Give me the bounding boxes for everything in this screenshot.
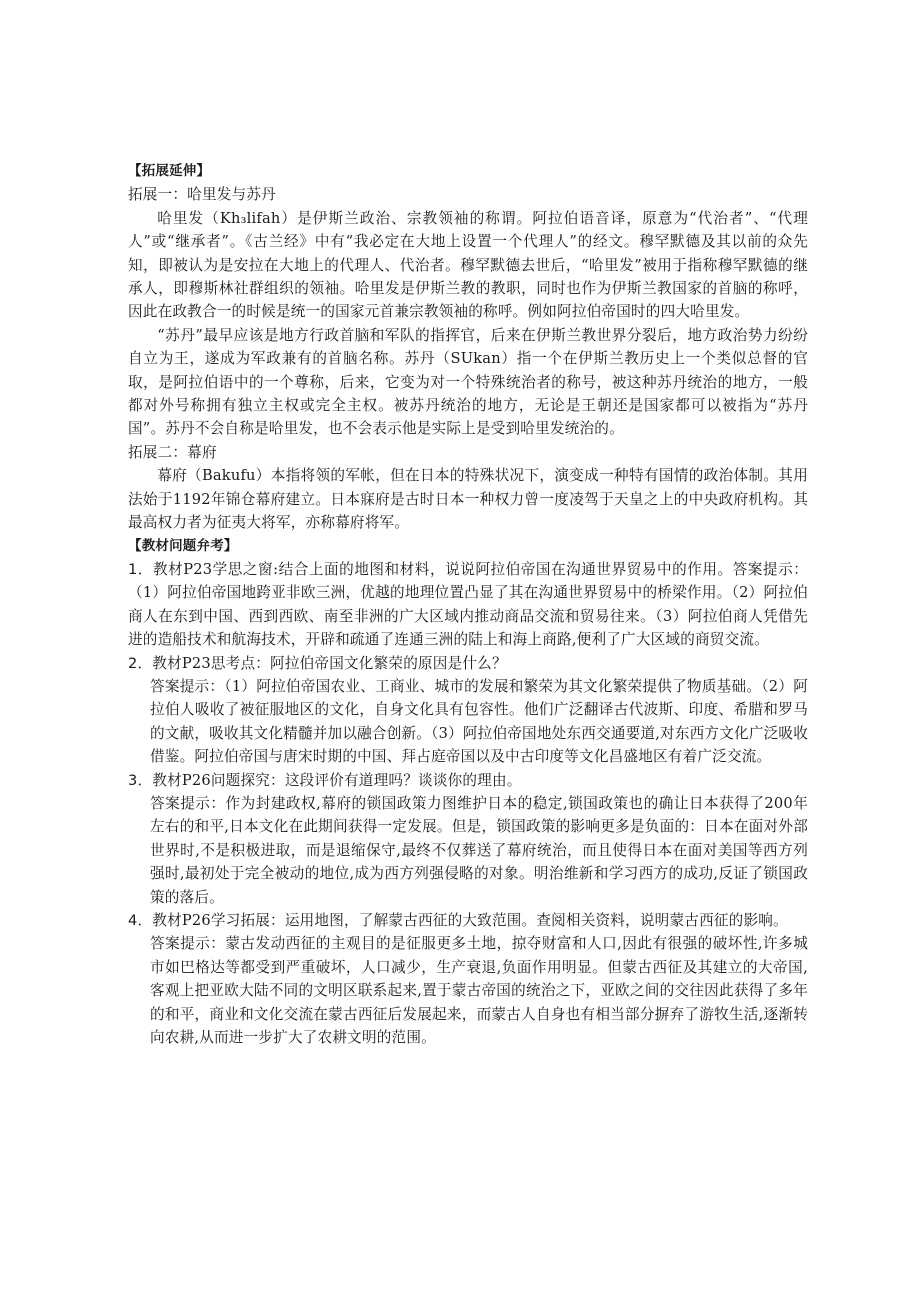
question-2-number: 2 <box>128 654 138 672</box>
question-1 <box>128 558 808 652</box>
question-1-text: ．教材P23学思之窗:结合上面的地图和材料，说说阿拉伯帝国在沟通世界贸易中的作用。答案提示：（1）阿拉伯帝国地跨亚非欧三洲，优越的地理位置凸显了其在沟通世界贸易中的桥梁作用。（2）阿拉伯商人在东到中国、西到西欧、南至非洲的广大区域内推动商品交流和贸易往来。（3）阿拉伯商人凭借先进的造船技术和航海技术，开辟和疏通了连通三洲的陆上和海上商路,便利了广大区域的商贸交流。 <box>128 560 808 649</box>
question-3-text: ．教材P26问题探究：这段评价有道理吗？谈谈你的理由。 <box>137 771 522 789</box>
caliph-paragraph: 哈里发（Kh₃lifah）是伊斯兰政治、宗教领袖的称谓。阿拉伯语音译，原意为“代治者”、“代理人”或“继承者”。《古兰经》中有“我必定在大地上设置一个代理人”的经文。穆罕默德及其以前的众先知，即被认为是安拉在大地上的代理人、代治者。穆罕默德去世后，“哈里发”被用于指称穆罕默德的继承人，即穆斯林社群组织的领袖。哈里发是伊斯兰教的教职，同时也作为伊斯兰教国家的首脑的称呼，因此在政教合一的时候是统一的国家元首兼宗教领袖的称呼。例如阿拉伯帝国时的四大哈里发。 <box>128 209 808 321</box>
question-4-answer: 答案提示：蒙古发动西征的主观目的是征服更多土地，掠夺财富和人口,因此有很强的破坏性,许多城市如巴格达等都受到严重破坏，人口减少，生产衰退,负面作用明显。但蒙古西征及其建立的大帝国,客观上把亚欧大陆不同的文明区联系起来,置于蒙古帝国的统治之下，亚欧之间的交往因此获得了多年的和平，商业和文化交流在蒙古西征后发展起来，而蒙古人自身也有相当部分摒弃了游牧生活,逐渐转向农耕,从而进一步扩大了农耕文明的范围。 <box>150 935 808 1047</box>
extension-heading: 【拓展延伸】 <box>128 163 211 179</box>
question-4 <box>128 909 808 932</box>
document-page <box>128 160 808 1049</box>
textbook-questions-heading: 【教材问题弁考】 <box>128 537 238 554</box>
question-3-number: 3 <box>128 771 138 789</box>
shogunate-paragraph: 幕府（Bakufu）本指将领的军帐，但在日本的特殊状况下，演变成一种特有国情的政治体制。其用法始于1192年锦仓幕府建立。日本寐府是古时日本一种权力曾一度凌驾于天皇之上的中央政府机构。其最高权力者为征夷大将军，亦称幕府将军。 <box>128 467 808 532</box>
question-2-answer: 答案提示：（1）阿拉伯帝国农业、工商业、城市的发展和繁荣为其文化繁荣提供了物质基础。（2）阿拉伯人吸收了被征服地区的文化，自身文化具有包容性。他们广泛翻译古代波斯、印度、希腊和罗马的文献，吸收其文化精髓并加以融合创新。（3）阿拉伯帝国地处东西交通要道,对东西方文化广泛吸收借鉴。阿拉伯帝国与唐宋时期的中国、拜占庭帝国以及中古印度等文化昌盛地区有着广泛交流。 <box>150 677 808 766</box>
question-2 <box>128 652 808 675</box>
extension-one-title: 拓展一：哈里发与苏丹 <box>128 186 276 204</box>
question-1-number: 1 <box>128 560 138 578</box>
sultan-paragraph: “苏丹”最早应该是地方行政首脑和军队的指挥官，后来在伊斯兰教世界分裂后，地方政治势力纷纷自立为王，遂成为军政兼有的首脑名称。苏丹（SUkan）指一个在伊斯兰教历史上一个类似总督的官取，是阿拉伯语中的一个尊称，后来，它变为对一个特殊统治者的称号，被这种苏丹统治的地方，一般都对外号称拥有独立主权或完全主权。被苏丹统治的地方，无论是王朝还是国家都可以被指为“苏丹国”。苏丹不会自称是哈里发，也不会表示他是实际上是受到哈里发统治的。 <box>128 326 808 438</box>
question-4-number: 4 <box>128 912 138 929</box>
question-2-text: ．教材P23思考点：阿拉伯帝国文化繁荣的原因是什么？ <box>137 654 507 672</box>
extension-two-title: 拓展二：幕府 <box>128 443 217 461</box>
question-3-answer: 答案提示：作为封建政权,幕府的锁国政策力图维护日本的稳定,锁国政策也的确让日本获得了200年左右的和平,日本文化在此期间获得一定发展。但是，锁国政策的影响更多是负面的：日本在面对外部世界时,不是积极进取，而是退缩保守,最终不仅葬送了幕府统治，而且使得日本在面对美国等西方列强时,最初处于完全被动的地位,成为西方列强侵略的对象。明治维新和学习西方的成功,反证了锁国政策的落后。 <box>150 794 808 906</box>
question-4-text: ．教材P26学习拓展：运用地图，了解蒙古西征的大致范围。查阅相关资料，说明蒙古西征的影响。 <box>137 912 788 929</box>
question-3 <box>128 769 808 792</box>
